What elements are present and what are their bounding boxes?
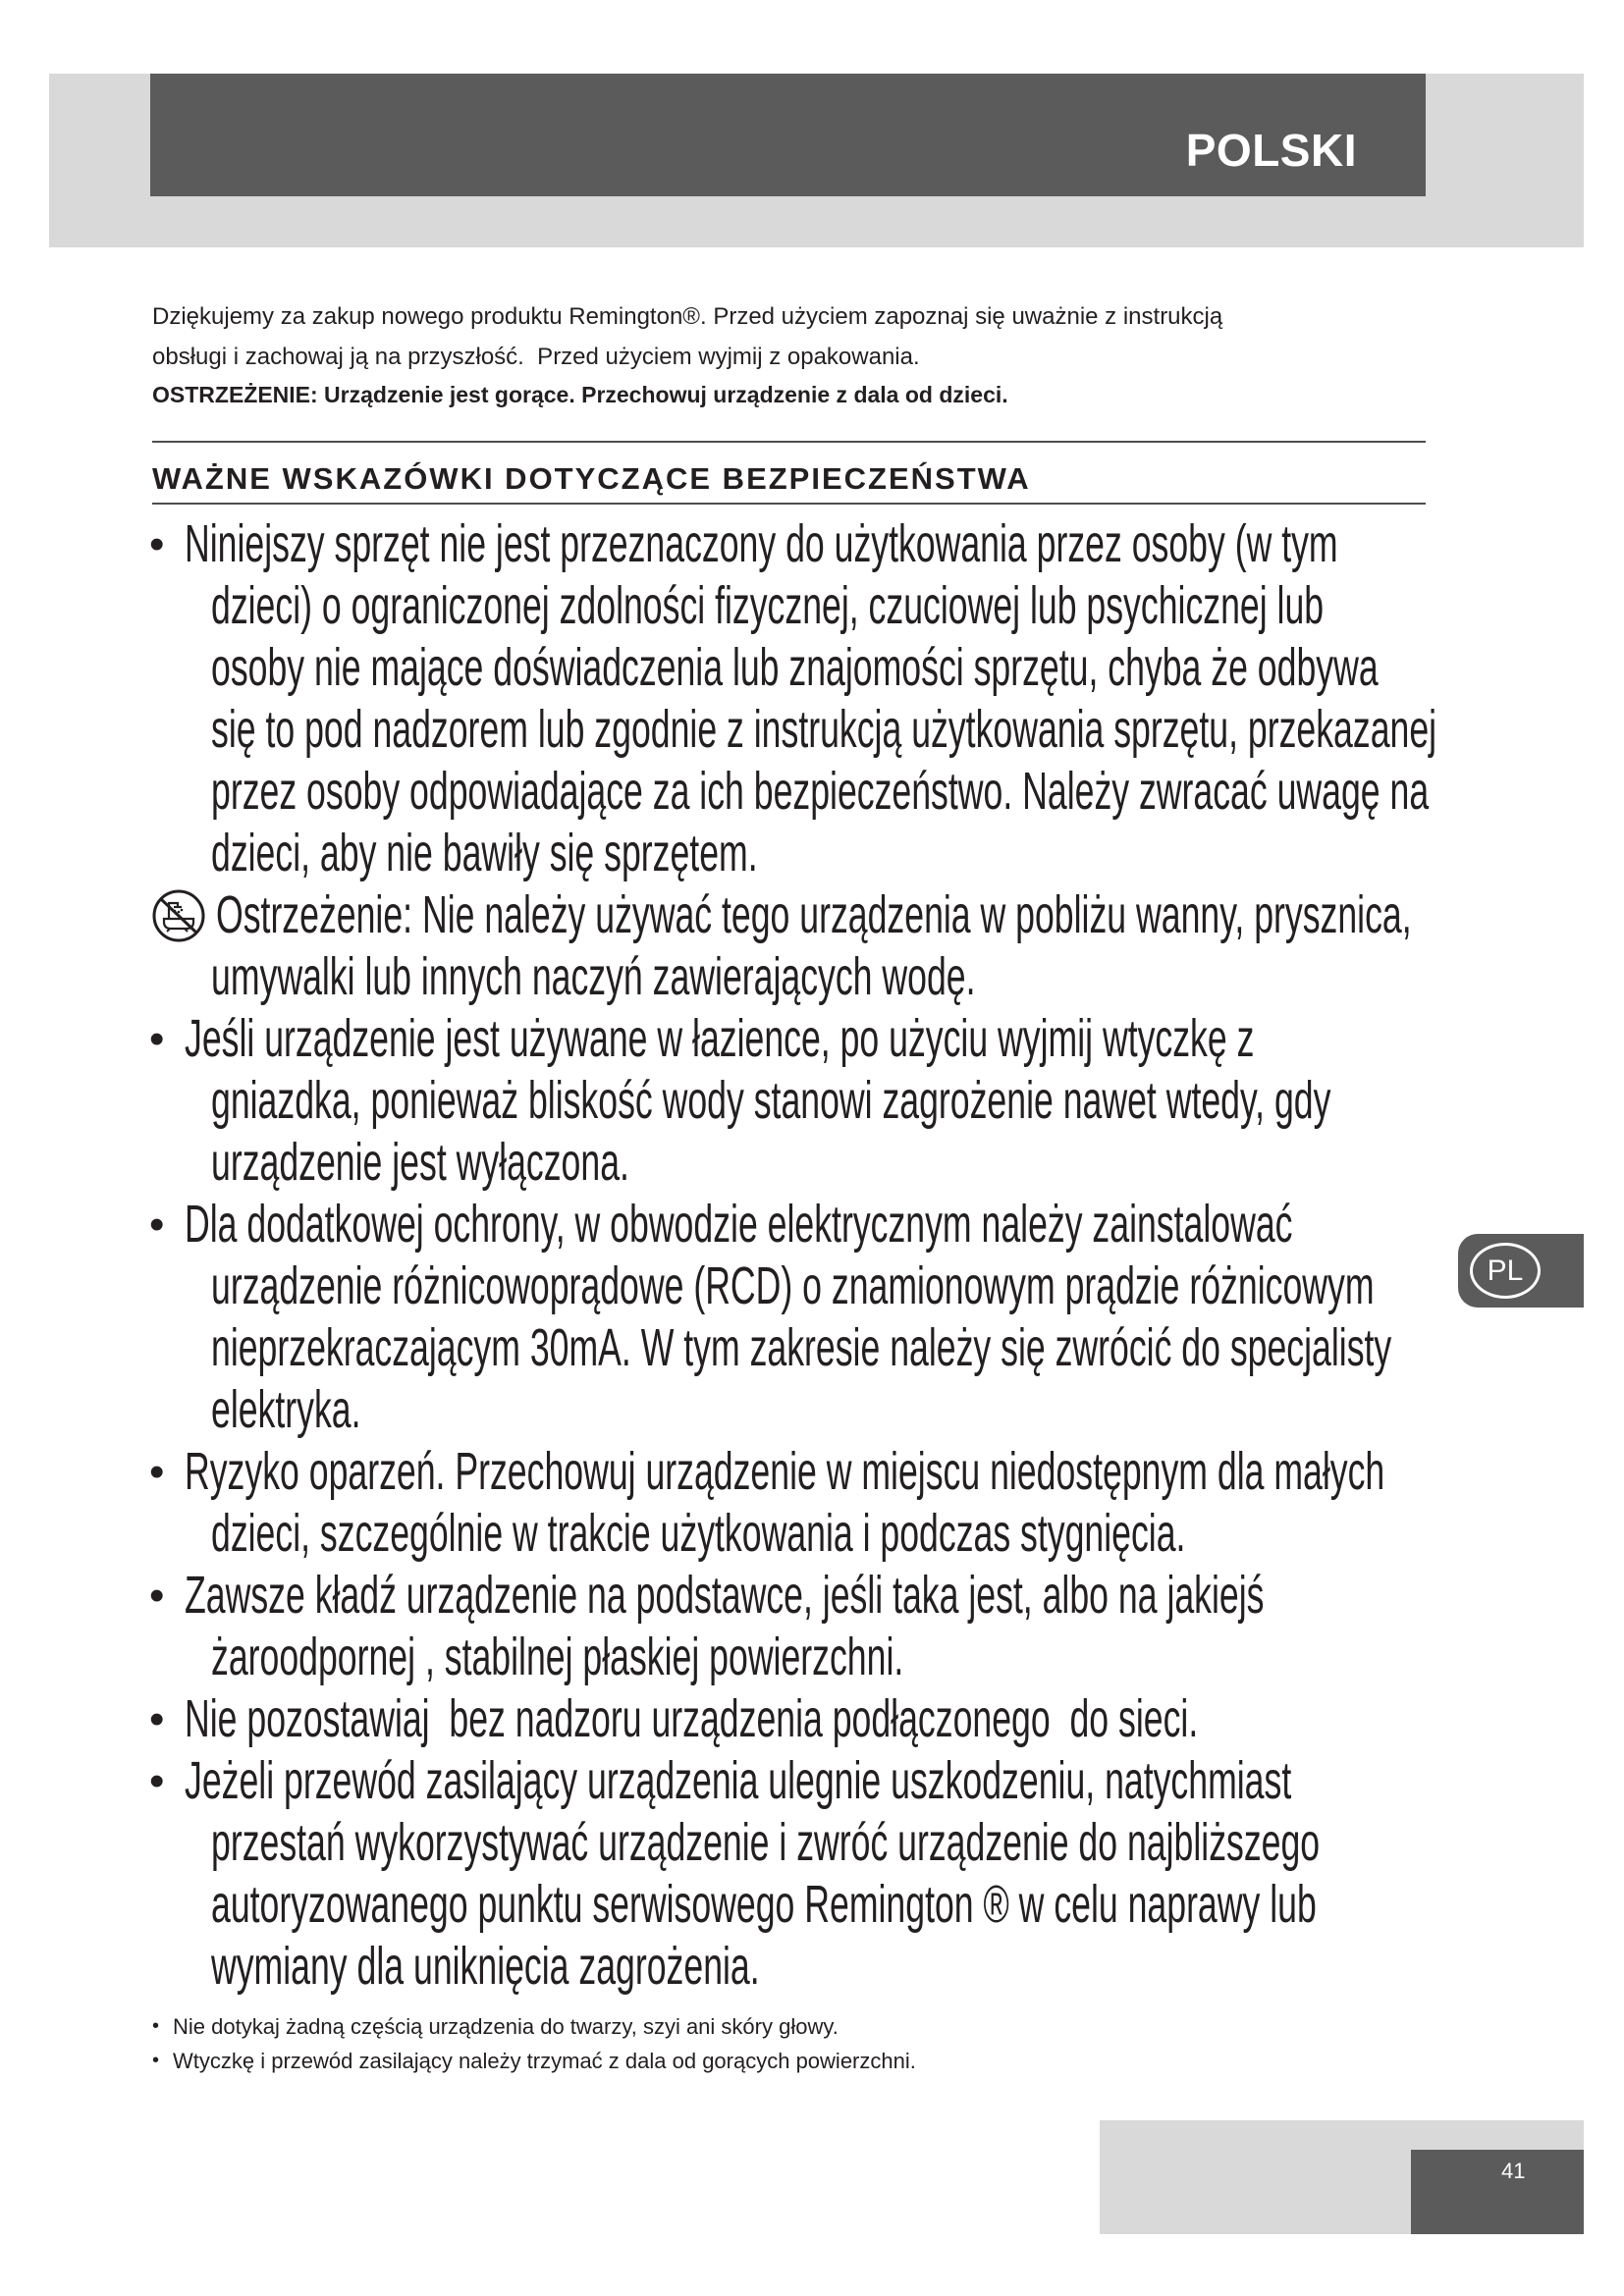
note-item — [0, 2009, 1624, 2044]
language-badge — [1470, 1243, 1541, 1299]
heading-rule-bottom — [152, 503, 1426, 505]
page-number-box — [1411, 2150, 1584, 2234]
safety-item — [0, 1008, 1624, 1194]
item-line: dzieci, aby nie bawiły się sprzętem. — [211, 824, 758, 882]
page-number: 41 — [1501, 2159, 1526, 2183]
bullet: • — [149, 1572, 165, 1620]
item-line: Niniejszy sprzęt nie jest przeznaczony do użytkowania przez osoby (w tym — [185, 514, 1338, 573]
item-line: autoryzowanego punktu serwisowego Remington ® w celu naprawy lub — [211, 1875, 1317, 1934]
language-title: POLSKI — [1185, 125, 1357, 176]
language-side-tab — [1458, 1234, 1584, 1308]
item-line: przestań wykorzystywać urządzenie i zwróć urządzenie do najbliższego — [211, 1813, 1321, 1872]
item-line: się to pod nadzorem lub zgodnie z instrukcją użytkowania sprzętu, przekazanej — [211, 700, 1437, 759]
note-text: Nie dotykaj żadną częścią urządzenia do twarzy, szyi ani skóry głowy. — [173, 2014, 839, 2039]
bullet: • — [149, 1757, 165, 1805]
note-text: Wtyczkę i przewód zasilający należy trzymać z dala od gorących powierzchni. — [173, 2049, 916, 2073]
item-line: Jeżeli przewód zasilający urządzenia ulegnie uszkodzeniu, natychmiast — [185, 1751, 1292, 1810]
safety-item — [0, 1194, 1624, 1441]
item-line: wymiany dla uniknięcia zagrożenia. — [211, 1937, 760, 1996]
item-line: urządzenie różnicowoprądowe (RCD) o znamionowym prądzie różnicowym — [211, 1256, 1375, 1315]
bullet: • — [152, 2050, 160, 2071]
additional-notes — [0, 2009, 1624, 2078]
item-line: nieprzekraczającym 30mA. W tym zakresie należy się zwrócić do specjalisty — [211, 1318, 1392, 1377]
item-line: urządzenie jest wyłączona. — [211, 1133, 629, 1192]
note-item — [0, 2044, 1624, 2078]
item-line: Zawsze kładź urządzenie na podstawce, jeśli taka jest, albo na jakiejś — [185, 1566, 1265, 1625]
intro-warning: OSTRZEŻENIE: Urządzenie jest gorące. Przechowuj urządzenie z dala od dzieci. — [152, 382, 1008, 407]
language-code: PL — [1487, 1255, 1524, 1287]
item-line: żaroodpornej , stabilnej płaskiej powierzchni. — [211, 1628, 904, 1686]
safety-item — [0, 1750, 1624, 1998]
item-line: dzieci, szczególnie w trakcie użytkowania i podczas stygnięcia. — [211, 1504, 1186, 1563]
item-line: Nie pozostawiaj bez nadzoru urządzenia podłączonego do sieci. — [185, 1689, 1199, 1748]
no-appliance-near-water-icon — [151, 888, 206, 943]
safety-list — [0, 513, 1624, 1998]
safety-item — [0, 1688, 1624, 1750]
bullet: • — [149, 1448, 165, 1496]
item-line: elektryka. — [211, 1380, 361, 1439]
language-header — [150, 74, 1426, 196]
safety-item — [0, 513, 1624, 884]
item-line: osoby nie mające doświadczenia lub znajomości sprzętu, chyba że odbywa — [211, 638, 1379, 697]
item-line: Ostrzeżenie: Nie należy używać tego urządzenia w pobliżu wanny, prysznica, — [216, 885, 1412, 944]
item-line: Ryzyko oparzeń. Przechowuj urządzenie w miejscu niedostępnym dla małych — [185, 1442, 1385, 1501]
item-line: umywalki lub innych naczyń zawierających wodę. — [211, 947, 976, 1006]
item-line: gniazdka, ponieważ bliskość wody stanowi zagrożenie nawet wtedy, gdy — [211, 1071, 1331, 1130]
section-heading: WAŻNE WSKAZÓWKI DOTYCZĄCE BEZPIECZEŃSTWA — [152, 461, 1031, 496]
item-line: dzieci) o ograniczonej zdolności fizycznej, czuciowej lub psychicznej lub — [211, 576, 1325, 635]
bullet: • — [149, 1695, 165, 1743]
safety-item — [0, 1441, 1624, 1565]
item-line: Dla dodatkowej ochrony, w obwodzie elektrycznym należy zainstalować — [185, 1195, 1293, 1254]
bullet: • — [149, 520, 165, 568]
bullet: • — [149, 1015, 165, 1063]
intro-line: Dziękujemy za zakup nowego produktu Remington®. Przed użyciem zapoznaj się uważnie z instrukcją — [152, 303, 1223, 330]
safety-item — [0, 1565, 1624, 1688]
item-line: przez osoby odpowiadające za ich bezpieczeństwo. Należy zwracać uwagę na — [211, 762, 1430, 821]
bullet: • — [152, 2015, 160, 2037]
item-line: Jeśli urządzenie jest używane w łazience, po użyciu wyjmij wtyczkę z — [185, 1009, 1255, 1068]
bullet: • — [149, 1201, 165, 1249]
safety-warning-item — [0, 884, 1624, 1008]
intro-line: obsługi i zachowaj ją na przyszłość. Przed użyciem wyjmij z opakowania. — [152, 344, 920, 370]
heading-rule-top — [152, 441, 1426, 443]
